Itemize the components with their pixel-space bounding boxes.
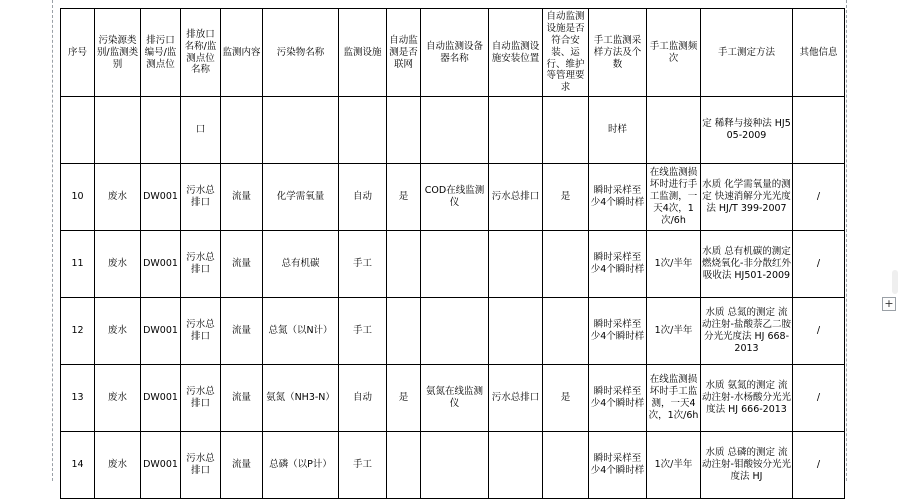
- cell-source-type: 废水: [95, 365, 141, 432]
- cell-auto-compliance: [543, 432, 589, 499]
- cell-auto-device-location: [489, 231, 543, 298]
- cell-pollutant-name: 总有机碳: [263, 231, 339, 298]
- cell-monitor-content: [221, 97, 263, 164]
- table-header-row: [61, 9, 845, 97]
- cell-outlet-code: DW001: [141, 164, 181, 231]
- cell-outlet-code: DW001: [141, 365, 181, 432]
- cell-source-type: 废水: [95, 231, 141, 298]
- cell-auto-compliance: [543, 231, 589, 298]
- cell-pollutant-name: 化学需氧量: [263, 164, 339, 231]
- col-header-auto-device-name: 自动监测设备器名称: [421, 9, 489, 97]
- cell-index: 14: [61, 432, 95, 499]
- cell-manual-method: 水质 化学需氧量的测定 快速消解分光光度法 HJ/T 399-2007: [701, 164, 793, 231]
- cell-auto-networked: 是: [387, 365, 421, 432]
- cell-monitor-facility: 自动: [339, 365, 387, 432]
- cell-other-info: [793, 97, 845, 164]
- table-row: [61, 231, 845, 298]
- cell-monitor-facility: 手工: [339, 231, 387, 298]
- cell-manual-method: 定 稀释与接种法 HJ505-2009: [701, 97, 793, 164]
- cell-auto-device-name: [421, 231, 489, 298]
- cell-auto-device-location: [489, 432, 543, 499]
- col-header-outlet-code: 排污口编号/监测点位: [141, 9, 181, 97]
- cell-outlet-name: 污水总排口: [181, 432, 221, 499]
- cell-monitor-facility: 手工: [339, 298, 387, 365]
- cell-outlet-code: DW001: [141, 231, 181, 298]
- cell-outlet-code: DW001: [141, 298, 181, 365]
- cell-pollutant-name: [263, 97, 339, 164]
- scrollbar-thumb[interactable]: [892, 270, 898, 294]
- col-header-manual-method: 手工测定方法: [701, 9, 793, 97]
- cell-monitor-content: 流量: [221, 298, 263, 365]
- table-row: [61, 97, 845, 164]
- cell-pollutant-name: 总磷（以P计）: [263, 432, 339, 499]
- cell-other-info: /: [793, 432, 845, 499]
- cell-manual-frequency: 1次/半年: [647, 432, 701, 499]
- cell-manual-frequency: 在线监测损坏时进行手工监测，一天4次，1次/6h: [647, 164, 701, 231]
- cell-manual-frequency: 1次/半年: [647, 231, 701, 298]
- cell-monitor-content: 流量: [221, 432, 263, 499]
- cell-index: 10: [61, 164, 95, 231]
- col-header-manual-frequency: 手工监测频次: [647, 9, 701, 97]
- col-header-pollutant-name: 污染物名称: [263, 9, 339, 97]
- cell-auto-device-name: 氨氮在线监测仪: [421, 365, 489, 432]
- table-row: [61, 365, 845, 432]
- cell-manual-frequency: 1次/半年: [647, 298, 701, 365]
- col-header-monitor-facility: 监测设施: [339, 9, 387, 97]
- cell-outlet-name: 污水总排口: [181, 231, 221, 298]
- monitoring-requirements-table: [60, 8, 844, 499]
- col-header-auto-device-location: 自动监测设施安装位置: [489, 9, 543, 97]
- cell-source-type: 废水: [95, 164, 141, 231]
- cell-auto-device-location: 污水总排口: [489, 365, 543, 432]
- cell-manual-sampling: 瞬时采样至少4个瞬时样: [589, 432, 647, 499]
- cell-outlet-name: 口: [181, 97, 221, 164]
- expand-table-button[interactable]: +: [882, 297, 896, 311]
- cell-monitor-content: 流量: [221, 365, 263, 432]
- cell-manual-frequency: [647, 97, 701, 164]
- cell-manual-sampling: 瞬时采样至少4个瞬时样: [589, 298, 647, 365]
- cell-manual-sampling: 瞬时采样至少4个瞬时样: [589, 231, 647, 298]
- cell-outlet-name: 污水总排口: [181, 298, 221, 365]
- cell-manual-method: 水质 总磷的测定 流动注射-钼酸铵分光光度法 HJ: [701, 432, 793, 499]
- cell-index: 12: [61, 298, 95, 365]
- cell-auto-device-location: [489, 97, 543, 164]
- cell-manual-sampling: 瞬时采样至少4个瞬时样: [589, 164, 647, 231]
- cell-other-info: /: [793, 365, 845, 432]
- cell-index: 13: [61, 365, 95, 432]
- cell-auto-compliance: [543, 97, 589, 164]
- cell-auto-device-name: [421, 97, 489, 164]
- cell-auto-networked: 是: [387, 164, 421, 231]
- cell-monitor-facility: 手工: [339, 432, 387, 499]
- cell-auto-compliance: [543, 298, 589, 365]
- cell-manual-method: 水质 总有机碳的测定 燃烧氧化-非分散红外吸收法 HJ501-2009: [701, 231, 793, 298]
- col-header-auto-networked: 自动监测是否联网: [387, 9, 421, 97]
- col-header-monitor-content: 监测内容: [221, 9, 263, 97]
- cell-monitor-content: 流量: [221, 231, 263, 298]
- cell-source-type: [95, 97, 141, 164]
- cell-auto-device-name: COD在线监测仪: [421, 164, 489, 231]
- cell-auto-networked: [387, 97, 421, 164]
- cell-auto-device-location: [489, 298, 543, 365]
- col-header-outlet-name: 排放口名称/监测点位名称: [181, 9, 221, 97]
- cell-manual-sampling: 时样: [589, 97, 647, 164]
- col-header-auto-compliance: 自动监测设施是否符合安装、运行、维护等管理要求: [543, 9, 589, 97]
- cell-other-info: /: [793, 164, 845, 231]
- col-header-other-info: 其他信息: [793, 9, 845, 97]
- cell-manual-method: 水质 氨氮的测定 流动注射-水杨酸分光光度法 HJ 666-2013: [701, 365, 793, 432]
- cell-auto-compliance: 是: [543, 164, 589, 231]
- cell-auto-device-name: [421, 432, 489, 499]
- cell-outlet-name: 污水总排口: [181, 365, 221, 432]
- cell-other-info: /: [793, 298, 845, 365]
- page-margin-guide-left: [52, 0, 53, 481]
- cell-monitor-content: 流量: [221, 164, 263, 231]
- cell-source-type: 废水: [95, 432, 141, 499]
- cell-source-type: 废水: [95, 298, 141, 365]
- page-margin-guide-right: [846, 0, 847, 481]
- col-header-index: 序号: [61, 9, 95, 97]
- cell-monitor-facility: 自动: [339, 164, 387, 231]
- cell-auto-networked: [387, 298, 421, 365]
- cell-outlet-name: 污水总排口: [181, 164, 221, 231]
- cell-pollutant-name: 氨氮（NH3-N）: [263, 365, 339, 432]
- cell-outlet-code: DW001: [141, 432, 181, 499]
- cell-auto-networked: [387, 432, 421, 499]
- col-header-manual-sampling: 手工监测采样方法及个数: [589, 9, 647, 97]
- table-row: [61, 298, 845, 365]
- cell-pollutant-name: 总氮（以N计）: [263, 298, 339, 365]
- cell-auto-device-location: 污水总排口: [489, 164, 543, 231]
- cell-auto-compliance: 是: [543, 365, 589, 432]
- cell-monitor-facility: [339, 97, 387, 164]
- cell-other-info: /: [793, 231, 845, 298]
- cell-auto-networked: [387, 231, 421, 298]
- table-row: [61, 432, 845, 499]
- cell-index: 11: [61, 231, 95, 298]
- table-row: [61, 164, 845, 231]
- cell-auto-device-name: [421, 298, 489, 365]
- cell-manual-sampling: 瞬时采样至少4个瞬时样: [589, 365, 647, 432]
- cell-index: [61, 97, 95, 164]
- cell-manual-frequency: 在线监测损坏时手工监测，一天4次，1次/6h: [647, 365, 701, 432]
- cell-outlet-code: [141, 97, 181, 164]
- cell-manual-method: 水质 总氮的测定 流动注射-盐酸萘乙二胺分光光度法 HJ 668-2013: [701, 298, 793, 365]
- col-header-source-type: 污染源类别/监测类别: [95, 9, 141, 97]
